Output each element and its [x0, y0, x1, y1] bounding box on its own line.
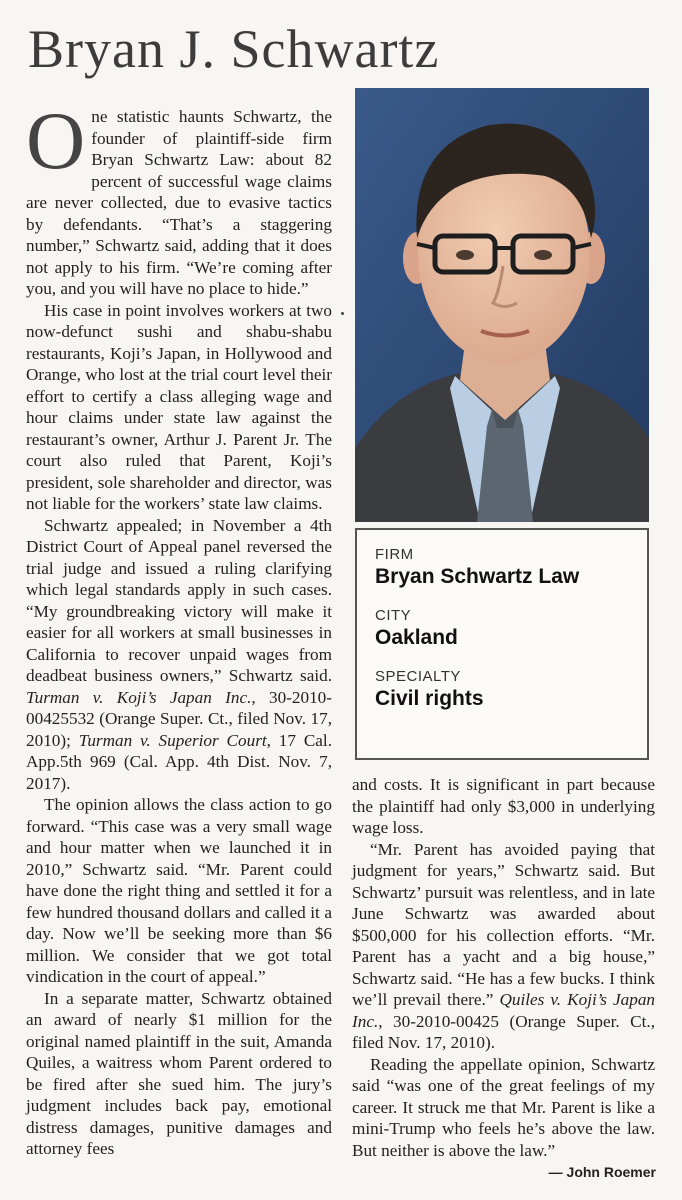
case-name: Turman v. Koji’s Japan Inc.: [26, 687, 252, 707]
specialty-label: SPECIALTY: [375, 668, 461, 685]
portrait-photo: [355, 88, 649, 522]
firm-label: FIRM: [375, 546, 414, 563]
paragraph-7: [352, 839, 655, 1054]
citation: , 30-2010-00425 (Orange Super. Ct., filed Nov. 17, 2010).: [352, 1011, 655, 1052]
paragraph-4: The opinion allows the class action to go forward. “This case was a very small wage and hour matter when we launched it in 2010,” Schwartz said. “Mr. Parent could have done the right thing and settled it for a few hundred thousand dollars and called it a day. Now we’ll be seeking more than $6 million. We consider that we got total vindication in the court of appeal.”: [26, 795, 332, 986]
paragraph-5: In a separate matter, Schwartz obtained an award of nearly $1 million for the original named plaintiff in the suit, Amanda Quiles, a waitress whom Parent ordered to be fired after she sued him. The jury’s judgment includes back pay, emotional distress damages, punitive damages and attorney fees: [26, 988, 332, 1158]
stray-mark: [341, 312, 344, 315]
paragraph-1: [26, 95, 332, 300]
paragraph-6: and costs. It is significant in part because the plaintiff had only $3,000 in underlying wage loss.: [352, 775, 655, 837]
citation: , 30-2010-00425532 (Orange Super. Ct., filed Nov. 17, 2010);: [26, 687, 332, 750]
city-value: Oakland: [375, 626, 458, 649]
paragraph-3: [26, 515, 332, 795]
citation: , 17 Cal. App.5th 969 (Cal. App. 4th Dist. Nov. 7, 2017).: [26, 730, 332, 793]
case-name: Quiles v. Koji’s Japan Inc.: [352, 990, 656, 1031]
right-column: [352, 774, 655, 1161]
portrait-illustration: [355, 88, 649, 522]
article-title: Bryan J. Schwartz: [28, 19, 440, 79]
info-box: [355, 528, 649, 760]
paragraph-1-text: ne statistic haunts Schwartz, the founder of plaintiff-side firm Bryan Schwartz Law: about 82 percent of successful wage claims are never collected, due to evasive tactics by defendants. “That’s a staggering number,” Schwartz said, adding that it does not apply to his firm. “We’re coming after you, and you will have no place to hide.”: [26, 107, 332, 298]
paragraph-7-text: “Mr. Parent has avoided paying that judgment for years,” Schwartz said. But Schwartz’ pursuit was relentless, and in late June Schwartz was awarded about $500,000 for his collection efforts. “Mr. Parent has a yacht and a big house,” Schwartz said. “He has a few bucks. I think we’ll prevail there.”: [352, 839, 655, 1009]
paragraph-8: Reading the appellate opinion, Schwartz said “was one of the great feelings of my career. It struck me that Mr. Parent is like a mini-Trump who feels he’s above the law. But neither is above the law.”: [352, 1054, 655, 1160]
left-column: [26, 95, 332, 1160]
paragraph-3-text: Schwartz appealed; in November a 4th District Court of Appeal panel reversed the trial judge and issued a ruling clarifying which legal standards apply in such cases. “My groundbreaking victory will make it easier for all workers at small businesses in California to recover unpaid wages from deadbeat business owners,” Schwartz said.: [26, 515, 332, 685]
case-name: Turman v. Superior Court: [78, 730, 267, 750]
specialty-value: Civil rights: [375, 687, 484, 710]
paragraph-2: His case in point involves workers at two now-defunct sushi and shabu-shabu restaurants, Koji’s Japan, in Hollywood and Orange, who lost at the trial court level their effort to certify a class alleging wage and hour claims under state law against the restaurant’s owner, Arthur J. Parent Jr. The court also ruled that Parent, Koji’s president, sole shareholder and director, was not liable for the workers’ state law claims.: [26, 300, 332, 513]
city-label: CITY: [375, 607, 412, 624]
drop-cap: O: [26, 95, 86, 186]
firm-value: Bryan Schwartz Law: [375, 565, 580, 588]
byline: — John Roemer: [548, 1164, 656, 1180]
